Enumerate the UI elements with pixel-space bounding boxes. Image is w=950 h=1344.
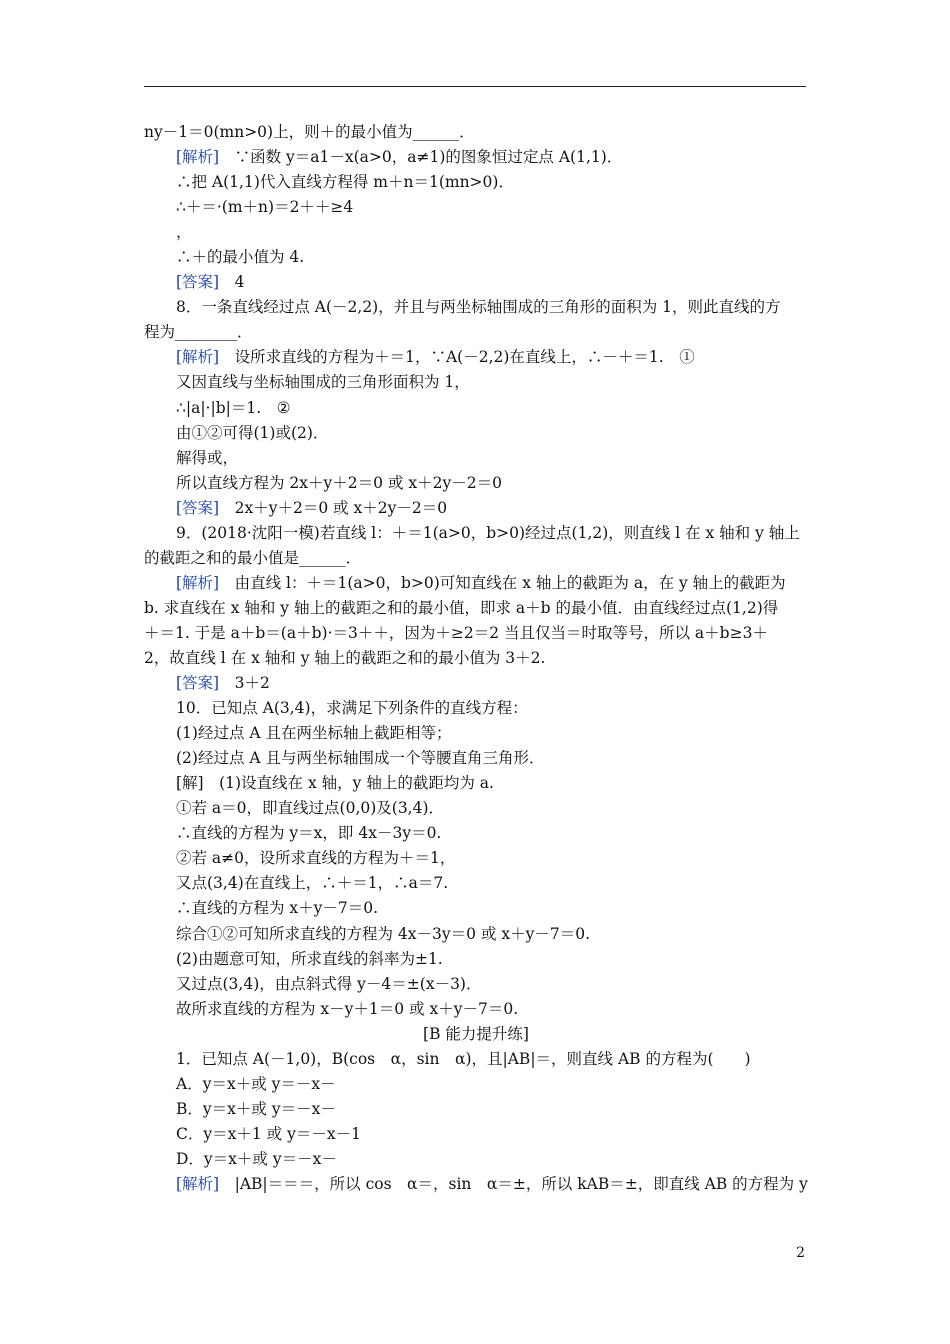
section-tag: [解析] <box>176 148 220 167</box>
text-line <box>144 947 808 972</box>
line-text: ∴|a|·|b|＝1. ② <box>176 398 291 417</box>
text-line <box>144 496 808 521</box>
text-line <box>144 1072 808 1097</box>
text-line <box>144 145 808 170</box>
text-line <box>144 471 808 496</box>
line-text: 又因直线与坐标轴围成的三角形面积为 1， <box>176 373 470 392</box>
line-text: 故所求直线的方程为 x－y＋1＝0 或 x＋y－7＝0. <box>176 999 519 1018</box>
section-tag: [答案] <box>176 674 220 693</box>
text-line <box>144 896 808 921</box>
line-text: D．y＝x＋或 y＝－x－ <box>176 1149 337 1168</box>
text-line <box>144 922 808 947</box>
text-line <box>144 796 808 821</box>
text-line <box>144 621 808 646</box>
line-text: (1)经过点 A 且在两坐标轴上截距相等； <box>176 724 452 743</box>
text-line <box>144 120 808 145</box>
line-text: 10．已知点 A(3,4)，求满足下列条件的直线方程： <box>176 699 528 718</box>
line-text: 解得或， <box>176 448 239 467</box>
line-text: ∴＋＝·(m＋n)＝2＋＋≥4 <box>176 198 354 217</box>
text-line <box>144 746 808 771</box>
section-tag: [解析] <box>176 573 220 592</box>
text-line <box>144 997 808 1022</box>
line-text: 2，故直线 l 在 x 轴和 y 轴上的截距之和的最小值为 3＋2. <box>144 648 546 667</box>
line-text: ①若 a＝0，即直线过点(0,0)及(3,4)． <box>176 799 445 818</box>
line-text: ∴直线的方程为 x＋y－7＝0. <box>176 899 379 918</box>
text-line <box>144 370 808 395</box>
section-tag: [解析] <box>176 1174 220 1193</box>
text-line <box>144 170 808 195</box>
line-text: ∴＋的最小值为 4. <box>176 248 305 267</box>
text-line <box>144 671 808 696</box>
line-text: 又过点(3,4)，由点斜式得 y－4＝±(x－3)． <box>176 974 482 993</box>
text-line <box>144 546 808 571</box>
line-text: 9．(2018·沈阳一模)若直线 l：＋＝1(a>0，b>0)经过点(1,2)，则直线 l 在 x 轴和 y 轴上 <box>176 523 800 542</box>
line-text: ∴直线的方程为 y＝x，即 4x－3y＝0. <box>176 824 442 843</box>
text-line <box>144 195 808 220</box>
header-rule <box>144 86 806 87</box>
line-text: ∴把 A(1,1)代入直线方程得 m＋n＝1(mn>0)． <box>176 173 514 192</box>
line-text: 所以直线方程为 2x＋y＋2＝0 或 x＋2y－2＝0 <box>176 473 502 492</box>
line-text: 由直线 l：＋＝1(a>0，b>0)可知直线在 x 轴上的截距为 a，在 y 轴上的截距为 <box>219 573 786 592</box>
text-line <box>144 596 808 621</box>
section-tag: [解析] <box>176 348 220 367</box>
text-line <box>144 721 808 746</box>
text-line <box>144 696 808 721</box>
text-line <box>144 521 808 546</box>
text-line <box>144 345 808 370</box>
text-line <box>144 1097 808 1122</box>
text-line <box>144 446 808 471</box>
line-text: A．y＝x＋或 y＝－x－ <box>176 1074 336 1093</box>
line-text: 综合①②可知所求直线的方程为 4x－3y＝0 或 x＋y－7＝0. <box>176 924 591 943</box>
line-text: (2)由题意可知，所求直线的斜率为±1. <box>176 949 443 968</box>
text-line <box>144 396 808 421</box>
line-text: 3＋2 <box>219 674 270 693</box>
line-text: [B 能力提升练] <box>423 1024 529 1043</box>
line-text: 由①②可得(1)或(2)． <box>176 423 329 442</box>
line-text: b. 求直线在 x 轴和 y 轴上的截距之和的最小值，即求 a＋b 的最小值．由直线经过点(1,2)得 <box>144 598 779 617</box>
text-line <box>144 972 808 997</box>
line-text: 8．一条直线经过点 A(－2,2)，并且与两坐标轴围成的三角形的面积为 1，则此直线的方 <box>176 298 781 317</box>
text-line <box>144 1122 808 1147</box>
line-text: C．y＝x＋1 或 y＝－x－1 <box>176 1124 361 1143</box>
page-number: 2 <box>796 1245 805 1261</box>
section-tag: [答案] <box>176 273 220 292</box>
text-line <box>144 320 808 345</box>
text-line <box>144 771 808 796</box>
line-text: ②若 a≠0，设所求直线的方程为＋＝1， <box>176 849 456 868</box>
text-line <box>144 846 808 871</box>
text-line <box>144 821 808 846</box>
line-text: |AB|＝＝＝，所以 cos α＝，sin α＝±，所以 kAB＝±，即直线 AB 的方程为 y <box>219 1174 808 1193</box>
line-text: ＋＝1. 于是 a＋b＝(a＋b)·＝3＋＋，因为＋≥2＝2 当且仅当＝时取等号，所以 a＋b≥3＋ <box>144 623 768 642</box>
text-line <box>144 646 808 671</box>
text-line <box>144 295 808 320</box>
line-text: 又点(3,4)在直线上，∴＋＝1，∴a＝7. <box>176 874 449 893</box>
text-line <box>144 245 808 270</box>
text-line <box>144 571 808 596</box>
line-text: 设所求直线的方程为＋＝1，∵A(－2,2)在直线上，∴－＋＝1. ① <box>219 348 695 367</box>
line-text: 2x＋y＋2＝0 或 x＋2y－2＝0 <box>219 498 448 517</box>
text-line <box>144 421 808 446</box>
text-line <box>144 1047 808 1072</box>
text-line <box>144 1147 808 1172</box>
line-text: ∵函数 y＝a1－x(a>0，a≠1)的图象恒过定点 A(1,1)． <box>219 148 623 167</box>
text-line <box>144 270 808 295</box>
line-text: (2)经过点 A 且与两坐标轴围成一个等腰直角三角形． <box>176 749 545 768</box>
text-line <box>144 871 808 896</box>
line-text: 1．已知点 A(－1,0)，B(cos α，sin α)，且|AB|＝，则直线 AB 的方程为( ) <box>176 1049 751 1068</box>
text-line <box>144 1022 808 1047</box>
line-text: [解] (1)设直线在 x 轴，y 轴上的截距均为 a. <box>176 774 494 793</box>
section-tag: [答案] <box>176 498 220 517</box>
text-line <box>144 220 808 245</box>
line-text: B．y＝x＋或 y＝－x－ <box>176 1099 336 1118</box>
text-line <box>144 1172 808 1197</box>
line-text: ny－1＝0(mn>0)上，则＋的最小值为______． <box>144 123 475 141</box>
line-text: ， <box>176 223 192 242</box>
line-text: 的截距之和的最小值是______． <box>144 548 362 567</box>
page-content <box>144 120 808 1197</box>
line-text: 程为________． <box>144 323 253 342</box>
line-text: 4 <box>219 273 245 292</box>
